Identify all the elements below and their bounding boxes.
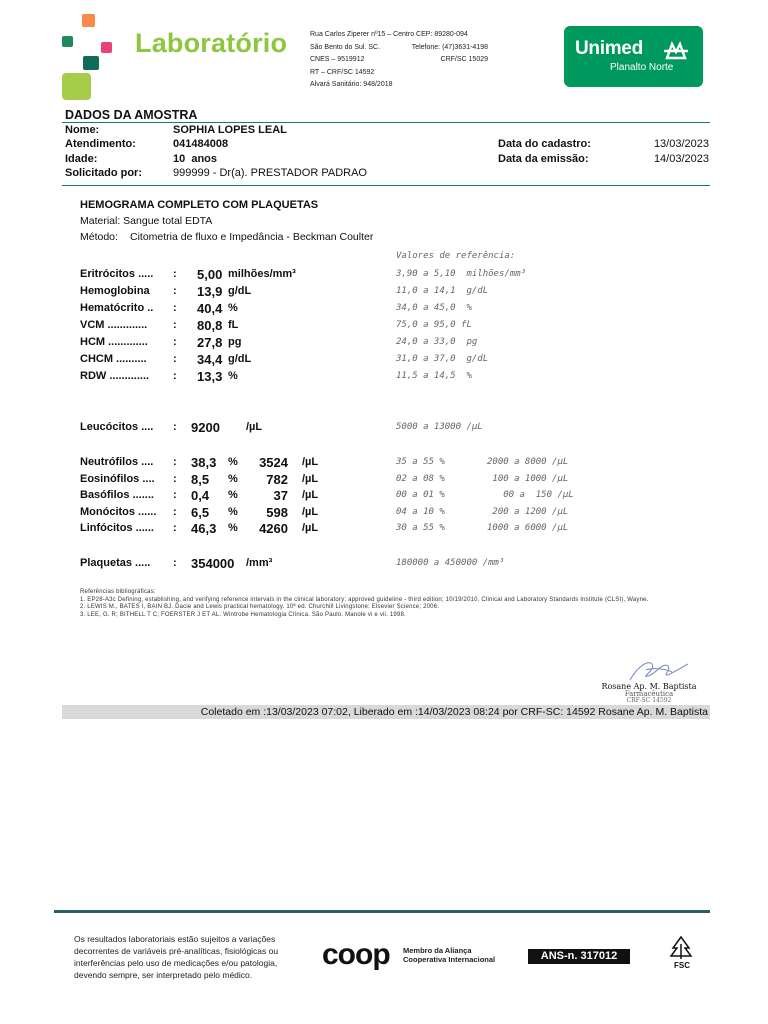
colon: :: [173, 336, 177, 348]
divider: [62, 185, 710, 186]
idade-value: 10 anos: [173, 153, 218, 165]
colon: :: [173, 506, 177, 518]
diff-abs-unit: /µL: [302, 522, 319, 534]
diff-label: Monócitos ......: [80, 506, 157, 518]
diff-pct-unit: %: [228, 456, 238, 468]
diff-pct-unit: %: [228, 522, 238, 534]
coop-text: Membro da Aliança Cooperativa Internacional: [403, 946, 496, 964]
exam-material: Material: Sangue total EDTA: [80, 215, 213, 227]
colon: :: [173, 285, 177, 297]
colon: :: [173, 456, 177, 468]
platelets-unit: /mm³: [246, 557, 273, 569]
exam-metodo-label: Método:: [80, 231, 118, 243]
diff-pct-unit: %: [228, 473, 238, 485]
diff-abs: 4260: [259, 521, 288, 536]
colon: :: [173, 557, 177, 569]
logo-square-lime: [62, 73, 91, 100]
collected-text: Coletado em :13/03/2023 07:02, Liberado em :14/03/2023 08:24 por CRF-SC: 14592 Rosane Ap. M. Baptista: [200, 706, 708, 718]
diff-pct: 6,5: [191, 505, 210, 520]
leuco-unit: /µL: [246, 421, 263, 433]
diff-ref-abs: 00 a 150 /µL: [487, 490, 574, 500]
result-unit: %: [228, 370, 238, 382]
result-value: 34,4: [197, 352, 223, 367]
logo-square-pink: [101, 42, 112, 53]
result-label: HCM .............: [80, 336, 148, 348]
unimed-name: Unimed: [575, 38, 643, 59]
result-ref: 34,0 a 45,0 %: [396, 303, 472, 313]
diff-ref-abs: 2000 a 8000 /µL: [487, 457, 569, 467]
diff-pct: 8,5: [191, 472, 210, 487]
result-ref: 75,0 a 95,0 fL: [396, 320, 472, 330]
colon: :: [173, 522, 177, 534]
diff-ref-pct: 04 a 10 %: [396, 507, 445, 517]
address-line: Rua Carlos Ziperer nº15 – Centro CEP: 89280-094: [310, 31, 468, 38]
result-value: 40,4: [197, 301, 223, 316]
solicitado-label: Solicitado por:: [65, 167, 142, 179]
lab-logo: [62, 14, 292, 102]
unimed-tree-icon: [663, 40, 689, 60]
diff-pct: 38,3: [191, 455, 217, 470]
result-unit: g/dL: [228, 285, 252, 297]
unimed-logo: [564, 26, 703, 87]
diff-label: Basófilos .......: [80, 489, 154, 501]
diff-abs-unit: /µL: [302, 506, 319, 518]
lab-address: [310, 29, 488, 92]
address-line: RT – CRF/SC 14592: [310, 68, 375, 76]
signature-crf: CRF-SC 14592: [626, 697, 672, 704]
nome-value: SOPHIA LOPES LEAL: [173, 124, 287, 136]
result-label: Hematócrito ..: [80, 302, 154, 314]
emissao-label: Data da emissão:: [498, 153, 589, 165]
diff-ref-abs: 1000 a 6000 /µL: [487, 523, 569, 533]
cadastro-label: Data do cadastro:: [498, 138, 591, 150]
colon: :: [173, 421, 177, 433]
fsc-tree-icon: [668, 936, 694, 960]
result-unit: %: [228, 302, 238, 314]
result-unit: fL: [228, 319, 239, 331]
signature-role: Farmacêutica: [624, 690, 674, 698]
signature-name: Rosane Ap. M. Baptista: [601, 682, 697, 691]
diff-pct-unit: %: [228, 506, 238, 518]
ref-header: Valores de referência:: [396, 251, 516, 261]
diff-label: Neutrófilos ....: [80, 456, 154, 468]
result-label: Hemoglobina: [80, 285, 150, 297]
diff-pct: 46,3: [191, 521, 217, 536]
nome-label: Nome:: [65, 124, 100, 136]
diff-ref-pct: 30 a 55 %: [396, 523, 445, 533]
result-unit: milhões/mm³: [228, 268, 296, 280]
colon: :: [173, 489, 177, 501]
section-title: DADOS DA AMOSTRA: [65, 108, 198, 122]
result-ref: 3,90 a 5,10 milhões/mm³: [396, 269, 527, 279]
result-ref: 11,5 a 14,5 %: [396, 371, 472, 381]
bibliography-item: 2. LEWIS M., BATES I, BAIN BJ. Dacie and Lewis practical hematology. 10ª ed. Churchill Livingstone: Elsevier Science; 2006.: [80, 604, 440, 611]
logo-square-green: [62, 36, 73, 47]
address-line: São Bento do Sul. SC. Telefone: (47)3631-4198: [310, 43, 488, 51]
diff-abs: 598: [266, 505, 288, 520]
logo-square-teal: [83, 56, 99, 70]
diff-ref-pct: 35 a 55 %: [396, 457, 445, 467]
result-label: RDW .............: [80, 370, 150, 382]
bibliography: [80, 589, 720, 619]
unimed-region: Planalto Norte: [610, 62, 674, 73]
divider: [62, 122, 710, 123]
cadastro-value: 13/03/2023: [653, 138, 709, 150]
colon: :: [173, 268, 177, 280]
result-value: 13,9: [197, 284, 223, 299]
result-ref: 31,0 a 37,0 g/dL: [396, 354, 489, 364]
diff-abs-unit: /µL: [302, 473, 319, 485]
diff-abs: 782: [266, 472, 288, 487]
diff-label: Eosinófilos ....: [80, 473, 155, 485]
bibliography-title: Referências bibliográficas:: [80, 589, 156, 595]
address-line: CNES – 9519912 CRF/SC 15029: [310, 56, 488, 64]
footer-divider: [54, 910, 710, 913]
colon: :: [173, 473, 177, 485]
bibliography-item: 3. LEE, G. R; BITHELL T C; FOERSTER J ET AL. Wintrobe Hematologia Clínica. São Paulo. Manole vi e vii. 1998.: [80, 611, 406, 618]
solicitado-value: 999999 - Dr(a). PRESTADOR PADRAO: [173, 167, 367, 179]
footer-disclaimer: Os resultados laboratoriais estão sujeitos a variações decorrentes de variáveis pré-analíticas, fisiológicas ou interferências pelo uso de medicações e/ou patologia, devendo sempre, ser interpretado pelo médico.: [74, 934, 279, 980]
idade-label: Idade:: [65, 153, 98, 165]
diff-pct-unit: %: [228, 489, 238, 501]
collected-bar: [62, 705, 710, 719]
leuco-value: 9200: [191, 420, 220, 435]
colon: :: [173, 302, 177, 314]
diff-ref-abs: 200 a 1200 /µL: [487, 507, 569, 517]
result-label: Eritrócitos .....: [80, 268, 154, 280]
diff-label: Linfócitos ......: [80, 522, 154, 534]
result-ref: 24,0 a 33,0 pg: [396, 337, 478, 347]
atendimento-value: 041484008: [173, 138, 229, 150]
platelets-value: 354000: [191, 556, 235, 571]
diff-abs-unit: /µL: [302, 489, 319, 501]
result-value: 5,00: [197, 267, 223, 282]
diff-abs: 3524: [259, 455, 288, 470]
leuco-ref: 5000 a 13000 /µL: [396, 422, 483, 432]
bibliography-item: 1. EP28-A3c Defining, establishing, and verifying reference intervals in the clinical laboratory; approved guideline - third edition; 10/19/2010. Clinical and Laboratory Standards Institute (CLSI), Wayne.: [80, 596, 649, 603]
colon: :: [173, 319, 177, 331]
colon: :: [173, 370, 177, 382]
fsc-label: FSC: [674, 961, 690, 970]
platelets-ref: 180000 a 450000 /mm³: [396, 558, 505, 568]
exam-title: HEMOGRAMA COMPLETO COM PLAQUETAS: [80, 199, 319, 211]
diff-abs-unit: /µL: [302, 456, 319, 468]
leuco-label: Leucócitos ....: [80, 421, 154, 433]
result-unit: pg: [228, 336, 242, 348]
result-unit: g/dL: [228, 353, 252, 365]
lab-name: Laboratório: [135, 28, 288, 58]
platelets-label: Plaquetas .....: [80, 557, 151, 569]
diff-ref-pct: 00 a 01 %: [396, 490, 445, 500]
diff-ref-pct: 02 a 08 %: [396, 474, 445, 484]
diff-pct: 0,4: [191, 488, 210, 503]
result-value: 13,3: [197, 369, 223, 384]
result-ref: 11,0 a 14,1 g/dL: [396, 286, 489, 296]
result-value: 27,8: [197, 335, 223, 350]
atendimento-label: Atendimento:: [65, 138, 136, 150]
result-label: CHCM ..........: [80, 353, 147, 365]
coop-logo: coop: [322, 938, 390, 971]
diff-ref-abs: 100 a 1000 /µL: [487, 474, 569, 484]
colon: :: [173, 353, 177, 365]
ans-badge: ANS-n. 317012: [528, 949, 630, 964]
result-value: 80,8: [197, 318, 223, 333]
emissao-value: 14/03/2023: [653, 153, 709, 165]
result-label: VCM .............: [80, 319, 148, 331]
diff-abs: 37: [273, 488, 288, 503]
logo-square-orange: [82, 14, 95, 27]
address-line: Alvará Sanitário: 948/2018: [310, 81, 393, 89]
exam-metodo: Citometria de fluxo e Impedância - Beckman Coulter: [130, 231, 374, 243]
